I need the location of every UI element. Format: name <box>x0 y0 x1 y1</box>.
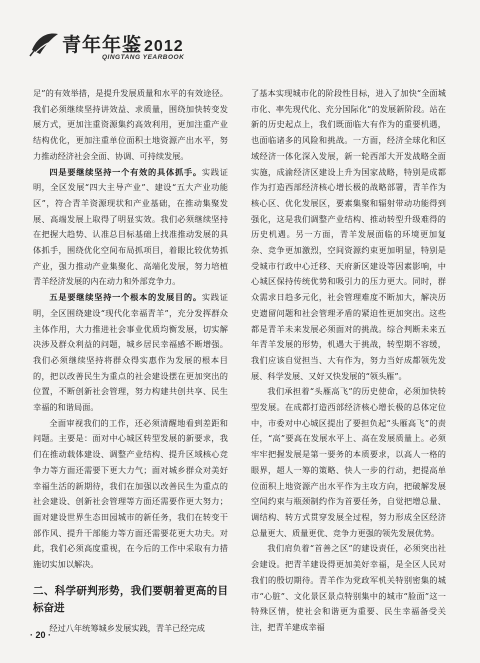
yearbook-subtitle: QINGTANG YEARBOOK <box>102 54 185 61</box>
page-header <box>0 0 480 78</box>
paragraph-body: 实践证明，全区发展“四大主导产业”、建设“五大产业功能区”，符合青羊资源现状和产业基础，在推动集聚发展、高端发展上取得了明显实效。我们必须继续坚持在把握大趋势、认准总目标基础上找准推动发展的具体抓手，围绕优化空间布局抓项目，着眼比较优势抓产业，强力推动产业集聚化、高端化发展，努力培植青羊经济发展的内在动力和外部竞争力。 <box>33 166 228 287</box>
right-column <box>251 86 446 636</box>
section-heading: 二、科学研判形势，我们要朝着更高的目标奋进 <box>33 584 228 614</box>
paragraph <box>33 165 228 291</box>
paragraph <box>33 290 228 416</box>
paragraph: 经过八年统筹城乡发展实践，青羊已经完成 <box>49 622 205 633</box>
yearbook-year: 2012 <box>144 38 184 55</box>
yearbook-title: 青年年鉴 2012 <box>62 34 184 56</box>
paragraph: 了基本实现城市化的阶段性目标，进入了加快“全面城市化、率先现代化、充分国际化”的发展新阶段。站在新的历史起点上，我们既面临大有作为的重要机遇，也面临诸多的风险和挑战。一方面，经济全球化和区域经济一体化深入发展，新一轮西部大开发战略全面实施，成渝经济区建设上升为国家战略，特别是成都作为打造西部经济核心增长极的战略部署，青羊作为核心区、优化发展区，要素集聚和辐射带动功能得到强化，这是我们调整产业结构、推动转型升级难得的历史机遇。另一方面，青羊发展面临的环境更加复杂、竞争更加激烈，空间资源约束更加明显，特别是受城市行政中心迁移、天府新区建设等因素影响，中心城区保持传统优势和吸引力的压力更大。同时，群众需求日趋多元化，社会管理难度不断加大，解决历史遗留问题和社会管理矛盾的紧迫性更加突出。这些都是青羊未来发展必须面对的挑战。综合判断未来五年青羊发展的形势，机遇大于挑战，转型期不容缓，我们应该自觉担当、大有作为，努力当好成都领先发展、科学发展、又好又快发展的“领头雁”。 <box>251 88 446 381</box>
paragraph: 足”的有效举措，是提升发展质量和水平的有效途径。我们必须继续坚持讲效益、求质量，围绕加快转变发展方式，更加注重资源集约高效利用，更加注重产业结构优化，更加注重单位面积土地资源产出水平，努力推动经济社会全面、协调、可持续发展。 <box>33 88 228 161</box>
left-column <box>33 86 228 637</box>
page-number: · 20 · <box>30 630 52 640</box>
paragraph: 全面审视我们的工作，还必须清醒地看到差距和问题。主要是：面对中心城区转型发展的新要求，我们在推动载体建设、调整产业结构、提升区域核心竞争力等方面还需要下更大力气；面对城乡群众对美好幸福生活的新期待，我们在加强以改善民生为重点的社会建设、创新社会管理等方面还需要作更大努力；面对建设世界生态田园城市的新任务，我们在转变干部作风、提升干部能力等方面还需要花更大功夫。对此，我们必须高度重视，在今后的工作中采取有力措施切实加以解决。 <box>33 417 228 570</box>
leaf-logo-icon <box>28 28 62 58</box>
paragraph-lead: 五是要继续坚持一个根本的发展目的。 <box>49 292 202 303</box>
paragraph: 我们肩负着“首善之区”的建设责任，必须突出社会建设。把青羊建设得更加美好幸福，是全区人民对我们的殷切期待。青羊作为党政军机关特别密集的城市“心脏”、文化景区景点特别集中的城市“脸面”这一特殊区情，使社会和谐更为重要、民生幸福备受关注，把青羊建成幸福 <box>251 543 446 632</box>
paragraph-body: 实践证明，全区围绕建设“现代化幸福青羊”，充分发挥群众主体作用，大力推进社会事业优质均衡发展，切实解决涉及群众利益的问题，城乡居民幸福感不断增强。我们必须继续坚持将群众得实惠作为发展的根本目的，把以改善民生为重点的社会建设摆在更加突出的位置，不断创新社会管理，努力构建共创共享、民生幸福的和谐局面。 <box>33 292 228 413</box>
paragraph-lead: 四是要继续坚持一个有效的具体抓手。 <box>49 166 202 177</box>
paragraph: 我们承担着“头雁高飞”的历史使命，必须加快转型发展。在成都打造西部经济核心增长极的总体定位中，市委对中心城区提出了要担负起“头雁高飞”的责任，“高”要高在发展水平上、高在发展质量上。必须牢牢把握发展是第一要务的本质要求，以高人一格的眼界，超人一筹的策略、快人一步的行动，把提高单位面积上地资源产出水平作为主攻方向，把破解发展空间约束与瓶颈制约作为首要任务，自觉把增总量、调结构、转方式贯穿发展全过程，努力形成全区经济总量更大、质量更优、竞争力更强的领先发展优势。 <box>251 386 446 538</box>
